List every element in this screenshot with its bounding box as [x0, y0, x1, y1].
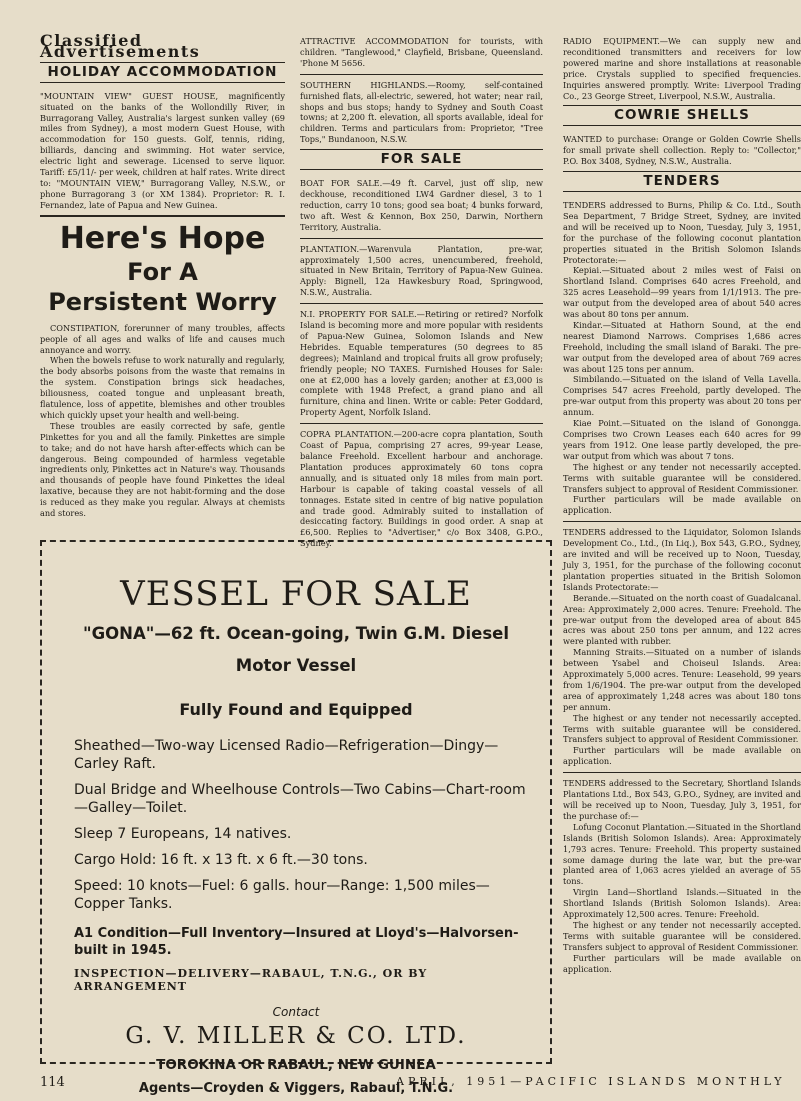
divider: [300, 238, 543, 239]
divider: [300, 423, 543, 424]
vessel-condition: A1 Condition—Full Inventory—Insured at Lloyd's—Halvorsen-built in 1945.: [74, 926, 519, 958]
tender-item: Kiae Point.—Situated on the island of Gonongga. Comprises two Crown Leases each 640 acres for 99 years from 1912. One lease partly developed, the pre-war output from which was about 7 tons.: [563, 418, 801, 461]
vessel-contact-label: Contact: [272, 1005, 320, 1019]
issue-line: APRIL, 1951—PACIFIC ISLANDS MONTHLY: [396, 1075, 786, 1088]
vessel-feature-line: Speed: 10 knots—Fuel: 6 galls. hour—Range: 1,500 miles—Copper Tanks.: [74, 878, 490, 912]
holiday-section-heading: HOLIDAY ACCOMMODATION: [40, 62, 285, 83]
divider: [300, 74, 543, 75]
tender-item: Lofung Coconut Plantation.—Situated in the Shortland Islands (British Solomon Islands). Area: Approximately 1,793 acres. Tenure: Freehold. This property sustained some damage during the late war, but the pre-war planted area of 1,063 acres yielded an average of 55 tons.: [563, 821, 801, 887]
tender-notice: TENDERS addressed to the Secretary, Shortland Islands Plantations Ltd., Box 543, G.P.O., Sydney, are invited and will be received up to Noon, Tuesday, July 3, 1951, for the purchase of:—: [563, 778, 801, 821]
vessel-subtitle: Motor Vessel: [235, 656, 357, 675]
vessel-feature-line: Sleep 7 Europeans, 14 natives.: [74, 826, 292, 842]
mountain-view-ad: "MOUNTAIN VIEW" GUEST HOUSE, magnificently situated on the banks of the Wollondilly River, in Burragorang Valley, Australia's largest sunken valley (69 miles from Sydney), a most modern Guest House, with accommodation for 150 guests. Golf, tennis, riding, billiards, dancing and swimming. Hot water service, electric light and sewerage. Licensed to serve liquor. Tariff: £5/11/- per week, children at half rates. Write direct to: "MOUNTAIN VIEW," Burragorang Valley, N.S.W., or phone Burragorang 3 (or XM 1384). Proprietor: R. I. Fernandez, late of Papua and New Guinea.: [40, 90, 285, 210]
vessel-feature-line: Dual Bridge and Wheelhouse Controls—Two Cabins—Chart-room—Galley—Toilet.: [74, 782, 526, 816]
tender-terms: The highest or any tender not necessarily accepted. Terms with suitable guarantee will be considered. Transfers subject to approval of Resident Commissioner.: [563, 461, 801, 494]
tender-terms: The highest or any tender not necessarily accepted. Terms with suitable guarantee will be considered. Transfers subject to approval of Resident Commissioner.: [563, 919, 801, 952]
attractive-accommodation-ad: ATTRACTIVE ACCOMMODATION for tourists, with children. "Tanglewood," Clayfield, Brisbane, Queensland. 'Phone M 5656.: [300, 36, 543, 68]
hope-paragraph: When the bowels refuse to work naturally and regularly, the body absorbs poisons from the waste that remains in the system. Constipation brings sick headaches, biliousness, coated tongue and unpleasant breath, flatulence, loss of appetite, blemishes and other troubles which quickly upset your health and well-being.: [40, 355, 285, 420]
tender-notice: TENDERS addressed to the Liquidator, Solomon Islands Development Co., Ltd., (In Liq.), Box 543, G.P.O., Sydney, are invited and will be received up to Noon, Tuesday, July 3, 1951, for the purchase of the following coconut plantation properties situated in the British Solomon Islands Protectorate:—: [563, 527, 801, 592]
tender-terms: The highest or any tender not necessarily accepted. Terms with suitable guarantee will be considered. Transfers subject to approval of Resident Commissioner.: [563, 712, 801, 745]
tender-item: Kepiai.—Situated about 2 miles west of Faisi on Shortland Island. Comprises 640 acres Freehold, and 325 acres Leasehold—99 years from 1/1/1913. The pre-war output from the developed area of about 540 acres was about 80 tons per annum.: [563, 265, 801, 320]
hope-subheadline: For A: [127, 257, 198, 286]
vessel-fully-equipped: Fully Found and Equipped: [179, 700, 413, 719]
vessel-feature-line: Sheathed—Two-way Licensed Radio—Refrigeration—Dingy—Carley Raft.: [74, 738, 499, 772]
tender-item: Manning Straits.—Situated on a number of islands between Ysabel and Choiseul Islands. Area: Approximately 5,000 acres. Tenure: Leasehold, 99 years from 1/6/1904. The pre-war output from the developed area of approximately 1,248 acres was about 180 tons per annum.: [563, 647, 801, 712]
hope-paragraph: These troubles are easily corrected by safe, gentle Pinkettes for you and all the family. Pinkettes are simple to take; and do not have harsh after-effects which can be dangerous. Being compounded of harmless vegetable ingredients only, Pinkettes act in Nature's way. Thousands and thousands of people have found Pinkettes the ideal laxative, because they are not habit-forming and the dose is reduced as they make you regular. Always at chemists and stores.: [40, 420, 285, 519]
divider: [40, 215, 285, 217]
page-number: 114: [40, 1075, 65, 1090]
for-sale-heading: FOR SALE: [300, 149, 543, 170]
copra-plantation-ad: COPRA PLANTATION.—200-acre copra plantation, South Coast of Papua, comprising 27 acres, 99-year Lease, balance Freehold. Excellent harbour and anchorage. Plantation produces approximately 60 tons copra annually, and is situated only 18 miles from main port. Harbour is capable of taking coastal vessels of all tonnages. Estate sited in centre of big native population and trade good. Admirably suited to installation of desiccating factory. Buildings in good order. A snap at £6,500. Replies to "Advertiser," c/o Box 3408, G.P.O., Sydney.: [300, 429, 543, 549]
tender-item: Simbilando.—Situated on the island of Vella Lavella. Comprises 547 acres Freehold, partly developed. The pre-war output from this property was about 20 tons per annum.: [563, 374, 801, 418]
left-column: [40, 31, 285, 519]
vessel-feature-line: Cargo Hold: 16 ft. x 13 ft. x 6 ft.—30 tons.: [74, 852, 368, 868]
divider: [563, 772, 801, 773]
vessel-title: VESSEL FOR SALE: [120, 574, 472, 614]
southern-highlands-ad: SOUTHERN HIGHLANDS.—Roomy, self-contained furnished flats, all-electric, sewered, hot water; near rail, shops and bus stops; handy to Sydney and South Coast towns; at 2,200 ft. elevation, all sports available, ideal for children. Terms and particulars from: Proprietor, "Tree Tops," Bundanoon, N.S.W.: [300, 79, 543, 145]
classified-banner: Classified Advertisements: [40, 31, 201, 61]
tenders-heading: TENDERS: [563, 171, 801, 192]
tender-further: Further particulars will be made available on application.: [563, 494, 801, 516]
hope-headline: Here's Hope: [59, 220, 266, 256]
vessel-inspection: INSPECTION—DELIVERY—RABAUL, T.N.G., OR BY ARRANGEMENT: [74, 967, 428, 993]
tender-further: Further particulars will be made available on application.: [563, 745, 801, 767]
cowrie-heading: COWRIE SHELLS: [563, 105, 801, 126]
boat-ad: BOAT FOR SALE.—49 ft. Carvel, just off slip, new deckhouse, reconditioned LW4 Gardner diesel, 3 to 1 reduction, carry 10 tons; good sea boat; 4 bunks forward, two aft. West & Kennon, Box 250, Darwin, Northern Territory, Australia.: [300, 178, 543, 232]
wanted-cowrie-ad: WANTED to purchase: Orange or Golden Cowrie Shells for small private shell collection. Reply to: "Collector," P.O. Box 3408, Sydney, N.S.W., Australia.: [563, 134, 801, 167]
tender-item: Berande.—Situated on the north coast of Guadalcanal. Area: Approximately 2,000 acres. Tenure: Freehold. The pre-war output from the developed area of about 845 acres was about 250 tons per annum, and 122 acres were planted with rubber.: [563, 592, 801, 647]
ni-property-ad: N.I. PROPERTY FOR SALE.—Retiring or retired? Norfolk Island is becoming more and more popular with residents of Papua-New Guinea, Solomon Islands and New Hebrides. Equable temperatures (50 degrees to 85 degrees); Mainland and tropical fruits all grow profusely; friendly people; NO TAXES. Furnished Houses for Sale: one at £2,000 has a lovely garden; another at £3,000 is complete with 1948 Prefect, a grand piano and all furniture, china and linen. Write or cable: Peter Goddard, Property Agent, Norfolk Island.: [300, 309, 543, 418]
vessel-subtitle: "GONA"—62 ft. Ocean-going, Twin G.M. Diesel: [82, 624, 509, 643]
divider: [300, 303, 543, 304]
tender-further: Further particulars will be made available on application.: [563, 952, 801, 974]
tender-item: Virgin Land—Shortland Islands.—Situated in the Shortland Islands (British Solomon Islands). Area: Approximately 12,500 acres. Tenure: Freehold.: [563, 887, 801, 920]
tender-item: Kindar.—Situated at Hathorn Sound, at the end nearest Diamond Narrows. Comprises 1,686 acres Freehold, including the small island of Baraki. The pre-war output from the developed area of about 769 acres was about 125 tons per annum.: [563, 319, 801, 374]
radio-equipment-ad: RADIO EQUIPMENT.—We can supply new and reconditioned transmitters and receivers for low powered marine and shore installations at reasonable price. Crystals supplied to specified frequencies. Inquiries answered promptly. Write: Liverpool Trading Co., 23 George Street, Liverpool, N.S.W., Australia.: [563, 36, 801, 101]
vessel-agents: Agents—Croyden & Viggers, Rabaul, T.N.G.: [138, 1081, 454, 1096]
plantation-ad: PLANTATION.—Warenvula Plantation, pre-war, approximately 1,500 acres, unencumbered, freehold, situated in New Britain, Territory of Papua-New Guinea. Apply: Bignell, 12a Hawkesbury Road, Springwood, N.S.W., Australia.: [300, 243, 543, 298]
tender-notice: TENDERS addressed to Burns, Philip & Co. Ltd., South Sea Department, 7 Bridge Street, Sydney, are invited and will be received up to Noon, Tuesday, July 3, 1951, for the purchase of the following coconut plantation properties situated in the British Solomon Islands Protectorate:—: [563, 199, 801, 265]
vessel-company: G. V. MILLER & CO. LTD.: [125, 1023, 467, 1049]
vessel-location: TOROKINA OR RABAUL, NEW GUINEA: [156, 1057, 436, 1073]
hope-tagline: Persistent Worry: [48, 287, 277, 316]
right-column: [563, 36, 801, 975]
divider: [563, 521, 801, 522]
middle-column: [300, 36, 543, 549]
hope-paragraph: CONSTIPATION, forerunner of many troubles, affects people of all ages and walks of life and causes much annoyance and worry.: [40, 322, 285, 355]
